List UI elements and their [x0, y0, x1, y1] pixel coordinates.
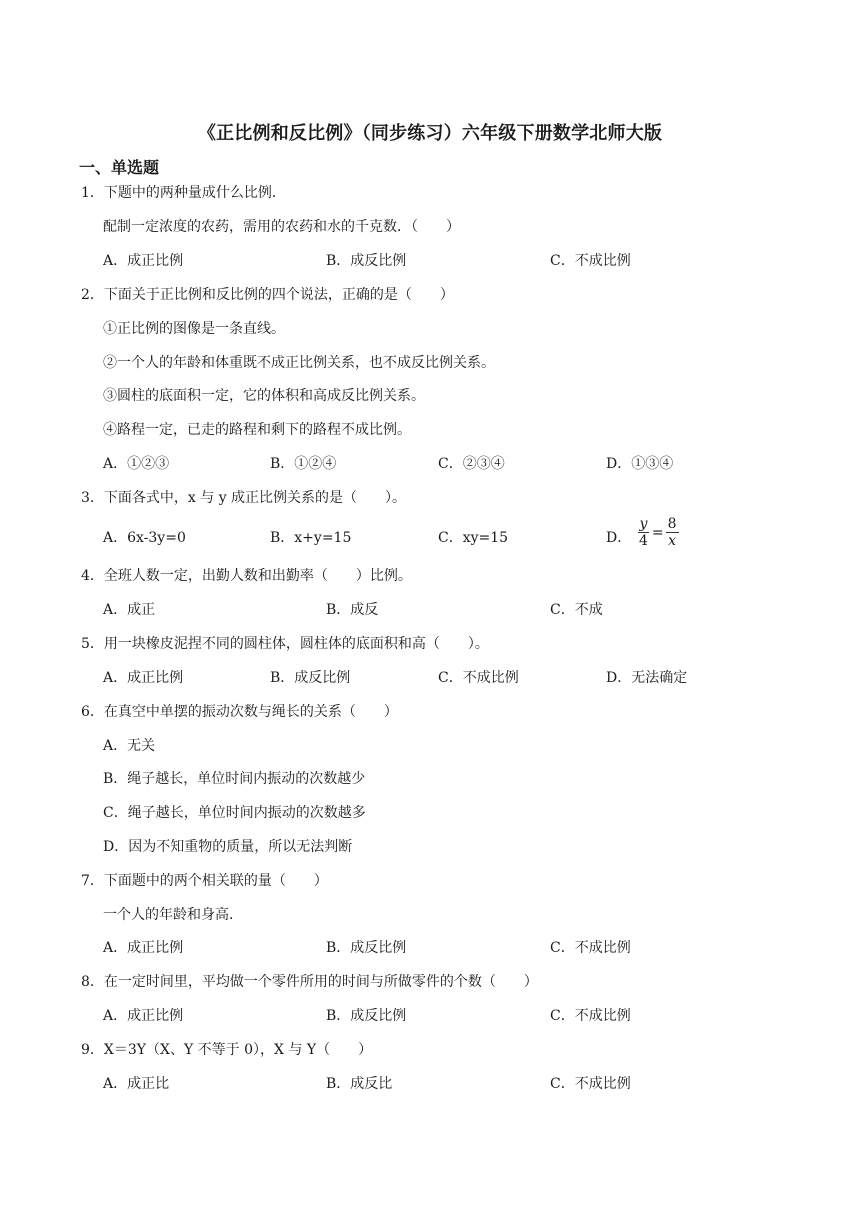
q5-option-b: B．成反比例: [270, 670, 351, 686]
question-7-stem: 7．下面题中的两个相关联的量（ ）: [81, 873, 328, 889]
question-1-stem: 1．下题中的两种量成什么比例．: [81, 185, 286, 201]
question-5-stem: 5．用一块橡皮泥捏不同的圆柱体，圆柱体的底面积和高（ ）。: [81, 636, 489, 652]
q9-option-a: A．成正比: [103, 1076, 170, 1092]
q8-option-b: B．成反比例: [326, 1008, 407, 1024]
q1-option-a: A．成正比例: [103, 253, 184, 269]
q8-option-c: C．不成比例: [550, 1008, 631, 1024]
question-3-stem: 3．下面各式中，x 与 y 成正比例关系的是（ ）。: [81, 490, 407, 506]
question-9-stem: 9．X＝3Y（X、Y 不等于 0），X 与 Y（ ）: [81, 1042, 373, 1058]
q3-option-d: D．: [606, 530, 632, 546]
fraction-right-numerator: 8: [667, 516, 677, 532]
fraction-left-denominator: 4: [639, 533, 648, 549]
question-2-stem: 2．下面关于正比例和反比例的四个说法，正确的是（ ）: [81, 287, 454, 303]
q3-option-d-equation: [637, 516, 679, 549]
q6-option-c: C．绳子越长，单位时间内振动的次数越多: [103, 805, 366, 821]
q6-option-b: B．绳子越长，单位时间内振动的次数越少: [103, 771, 366, 787]
q3-option-c: C．xy=15: [438, 530, 509, 546]
q5-option-d: D．无法确定: [606, 670, 688, 686]
q2-option-a: A．①②③: [103, 456, 170, 472]
q5-option-c: C．不成比例: [438, 670, 519, 686]
q9-option-b: B．成反比: [326, 1076, 393, 1092]
q2-option-d: D．①③④: [606, 456, 674, 472]
question-2-statement-1: ①正比例的图像是一条直线。: [103, 321, 285, 337]
fraction-right: [666, 516, 679, 549]
q4-option-b: B．成反: [326, 602, 379, 618]
question-2-statement-4: ④路程一定，已走的路程和剩下的路程不成比例。: [103, 422, 411, 438]
question-7-text: 一个人的年龄和身高．: [103, 907, 243, 923]
question-1-text: 配制一定浓度的农药，需用的农药和水的千克数．（ ）: [103, 219, 460, 235]
q2-option-b: B．①②④: [270, 456, 337, 472]
q7-option-b: B．成反比例: [326, 940, 407, 956]
fraction-left: [637, 516, 650, 549]
section-heading: 一、单选题: [79, 158, 160, 177]
q3-option-b: B．x+y=15: [270, 530, 352, 546]
q1-option-b: B．成反比例: [326, 253, 407, 269]
q7-option-a: A．成正比例: [103, 940, 184, 956]
q3-option-a: A．6x-3y=0: [103, 530, 186, 546]
q6-option-a: A．无关: [103, 738, 156, 754]
equals-sign: =: [651, 524, 664, 541]
q2-option-c: C．②③④: [438, 456, 505, 472]
question-2-statement-2: ②一个人的年龄和体重既不成正比例关系，也不成反比例关系。: [103, 355, 495, 371]
q4-option-c: C．不成: [550, 602, 603, 618]
q9-option-c: C．不成比例: [550, 1076, 631, 1092]
q7-option-c: C．不成比例: [550, 940, 631, 956]
question-8-stem: 8．在一定时间里，平均做一个零件所用的时间与所做零件的个数（ ）: [81, 974, 538, 990]
fraction-left-numerator: y: [639, 516, 648, 532]
question-6-stem: 6．在真空中单摆的振动次数与绳长的关系（ ）: [81, 704, 398, 720]
document-title: 《正比例和反比例》（同步练习）六年级下册数学北师大版: [197, 123, 663, 144]
q6-option-d: D．因为不知重物的质量，所以无法判断: [103, 839, 353, 855]
question-2-statement-3: ③圆柱的底面积一定，它的体积和高成反比例关系。: [103, 388, 425, 404]
q8-option-a: A．成正比例: [103, 1008, 184, 1024]
q5-option-a: A．成正比例: [103, 670, 184, 686]
fraction-right-denominator: x: [668, 533, 677, 549]
q1-option-c: C．不成比例: [550, 253, 631, 269]
q4-option-a: A．成正: [103, 602, 156, 618]
question-4-stem: 4．全班人数一定，出勤人数和出勤率（ ）比例。: [81, 568, 412, 584]
